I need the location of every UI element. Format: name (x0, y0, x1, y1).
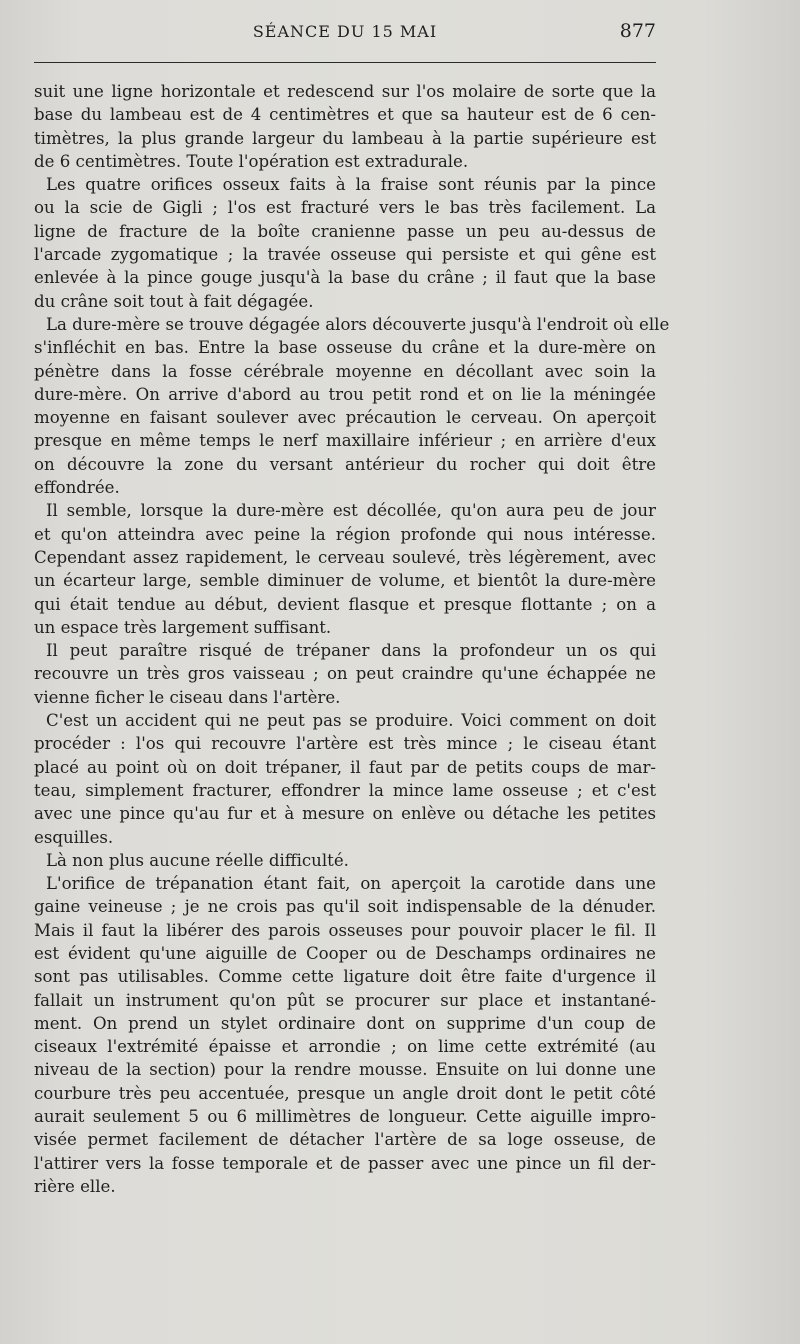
text-line: et qu'on atteindra avec peine la région profonde qui nous intéresse. (34, 524, 656, 544)
text-line: visée permet facilement de détacher l'artère de sa loge osseuse, de (34, 1130, 656, 1150)
text-line: L'orifice de trépanation étant fait, on aperçoit la carotide dans une (46, 874, 656, 894)
text-line: recouvre un très gros vaisseau ; on peut craindre qu'une échappée ne (34, 664, 656, 684)
page-number: 877 (619, 20, 656, 42)
text-line: Il peut paraître risqué de trépaner dans la profondeur un os qui (46, 641, 656, 661)
text-line: sont pas utilisables. Comme cette ligature doit être faite d'urgence il (34, 967, 656, 987)
text-line: un espace très largement suffisant. (34, 617, 332, 637)
text-line: moyenne en faisant soulever avec précaution le cerveau. On aperçoit (34, 408, 656, 428)
text-line: fallait un instrument qu'on pût se procurer sur place et instantané- (34, 990, 656, 1010)
text-line: qui était tendue au début, devient flasque et presque flottante ; on a (34, 594, 656, 614)
text-line: enlevée à la pince gouge jusqu'à la base du crâne ; il faut que la base (34, 268, 656, 288)
text-line: s'infléchit en bas. Entre la base osseuse du crâne et la dure-mère on (34, 338, 656, 358)
text-line: suit une ligne horizontale et redescend sur l'os molaire de sorte que la (34, 82, 656, 101)
text-line: un écarteur large, semble diminuer de volume, et bientôt la dure-mère (34, 571, 656, 591)
text-line: Là non plus aucune réelle difficulté. (46, 850, 349, 870)
text-line: La dure-mère se trouve dégagée alors découverte jusqu'à l'endroit où elle (46, 314, 670, 334)
text-line: placé au point où on doit trépaner, il faut par de petits coups de mar- (34, 757, 656, 777)
text-line: ou la scie de Gigli ; l'os est fracturé vers le bas très facilement. La (34, 198, 656, 218)
text-line: gaine veineuse ; je ne crois pas qu'il soit indispensable de la dénuder. (34, 897, 656, 917)
text-line: on découvre la zone du versant antérieur du rocher qui doit être (34, 454, 656, 474)
body-text (34, 80, 670, 1198)
text-line: C'est un accident qui ne peut pas se produire. Voici comment on doit (46, 711, 656, 731)
text-line: Il semble, lorsque la dure-mère est décollée, qu'on aura peu de jour (46, 501, 656, 521)
text-line: effondrée. (34, 478, 120, 498)
text-line: est évident qu'une aiguille de Cooper ou de Deschamps ordinaires ne (34, 943, 656, 963)
text-line: dure-mère. On arrive d'abord au trou petit rond et on lie la méningée (34, 384, 656, 404)
text-line: courbure très peu accentuée, presque un angle droit dont le petit côté (34, 1083, 656, 1103)
text-line: niveau de la section) pour la rendre mousse. Ensuite on lui donne une (34, 1060, 656, 1080)
text-line: procéder : l'os qui recouvre l'artère est très mince ; le ciseau étant (34, 734, 656, 754)
text-line: Les quatre orifices osseux faits à la fraise sont réunis par la pince (46, 175, 656, 195)
running-title: SÉANCE DU 15 MAI (252, 22, 438, 41)
text-line: l'arcade zygomatique ; la travée osseuse qui persiste et qui gêne est (34, 245, 656, 265)
text-line: rière elle. (34, 1176, 116, 1196)
text-line: Cependant assez rapidement, le cerveau soulevé, très légèrement, avec (34, 547, 656, 567)
text-line: ligne de fracture de la boîte cranienne passe un peu au-dessus de (34, 221, 656, 241)
text-line: du crâne soit tout à fait dégagée. (34, 291, 314, 311)
text-line: esquilles. (34, 827, 114, 847)
text-line: l'attirer vers la fosse temporale et de passer avec une pince un fil der- (34, 1153, 656, 1173)
header-rule (34, 62, 656, 63)
text-line: vienne ficher le ciseau dans l'artère. (34, 687, 341, 707)
text-line: ciseaux l'extrémité épaisse et arrondie ; on lime cette extrémité (au (34, 1037, 656, 1057)
page-header (34, 18, 656, 48)
text-line: aurait seulement 5 ou 6 millimètres de longueur. Cette aiguille impro- (34, 1107, 656, 1127)
text-line: presque en même temps le nerf maxillaire inférieur ; en arrière d'eux (34, 431, 656, 451)
text-line: teau, simplement fracturer, effondrer la mince lame osseuse ; et c'est (34, 780, 656, 800)
text-line: avec une pince qu'au fur et à mesure on enlève ou détache les petites (34, 804, 656, 824)
text-line: de 6 centimètres. Toute l'opération est extradurale. (34, 151, 469, 171)
text-line: pénètre dans la fosse cérébrale moyenne en décollant avec soin la (34, 361, 656, 381)
text-line: timètres, la plus grande largeur du lambeau à la partie supérieure est (34, 128, 656, 148)
text-line: ment. On prend un stylet ordinaire dont on supprime d'un coup de (34, 1013, 656, 1033)
text-line: base du lambeau est de 4 centimètres et que sa hauteur est de 6 cen- (34, 105, 656, 125)
text-line: Mais il faut la libérer des parois osseuses pour pouvoir placer le fil. Il (34, 920, 656, 940)
